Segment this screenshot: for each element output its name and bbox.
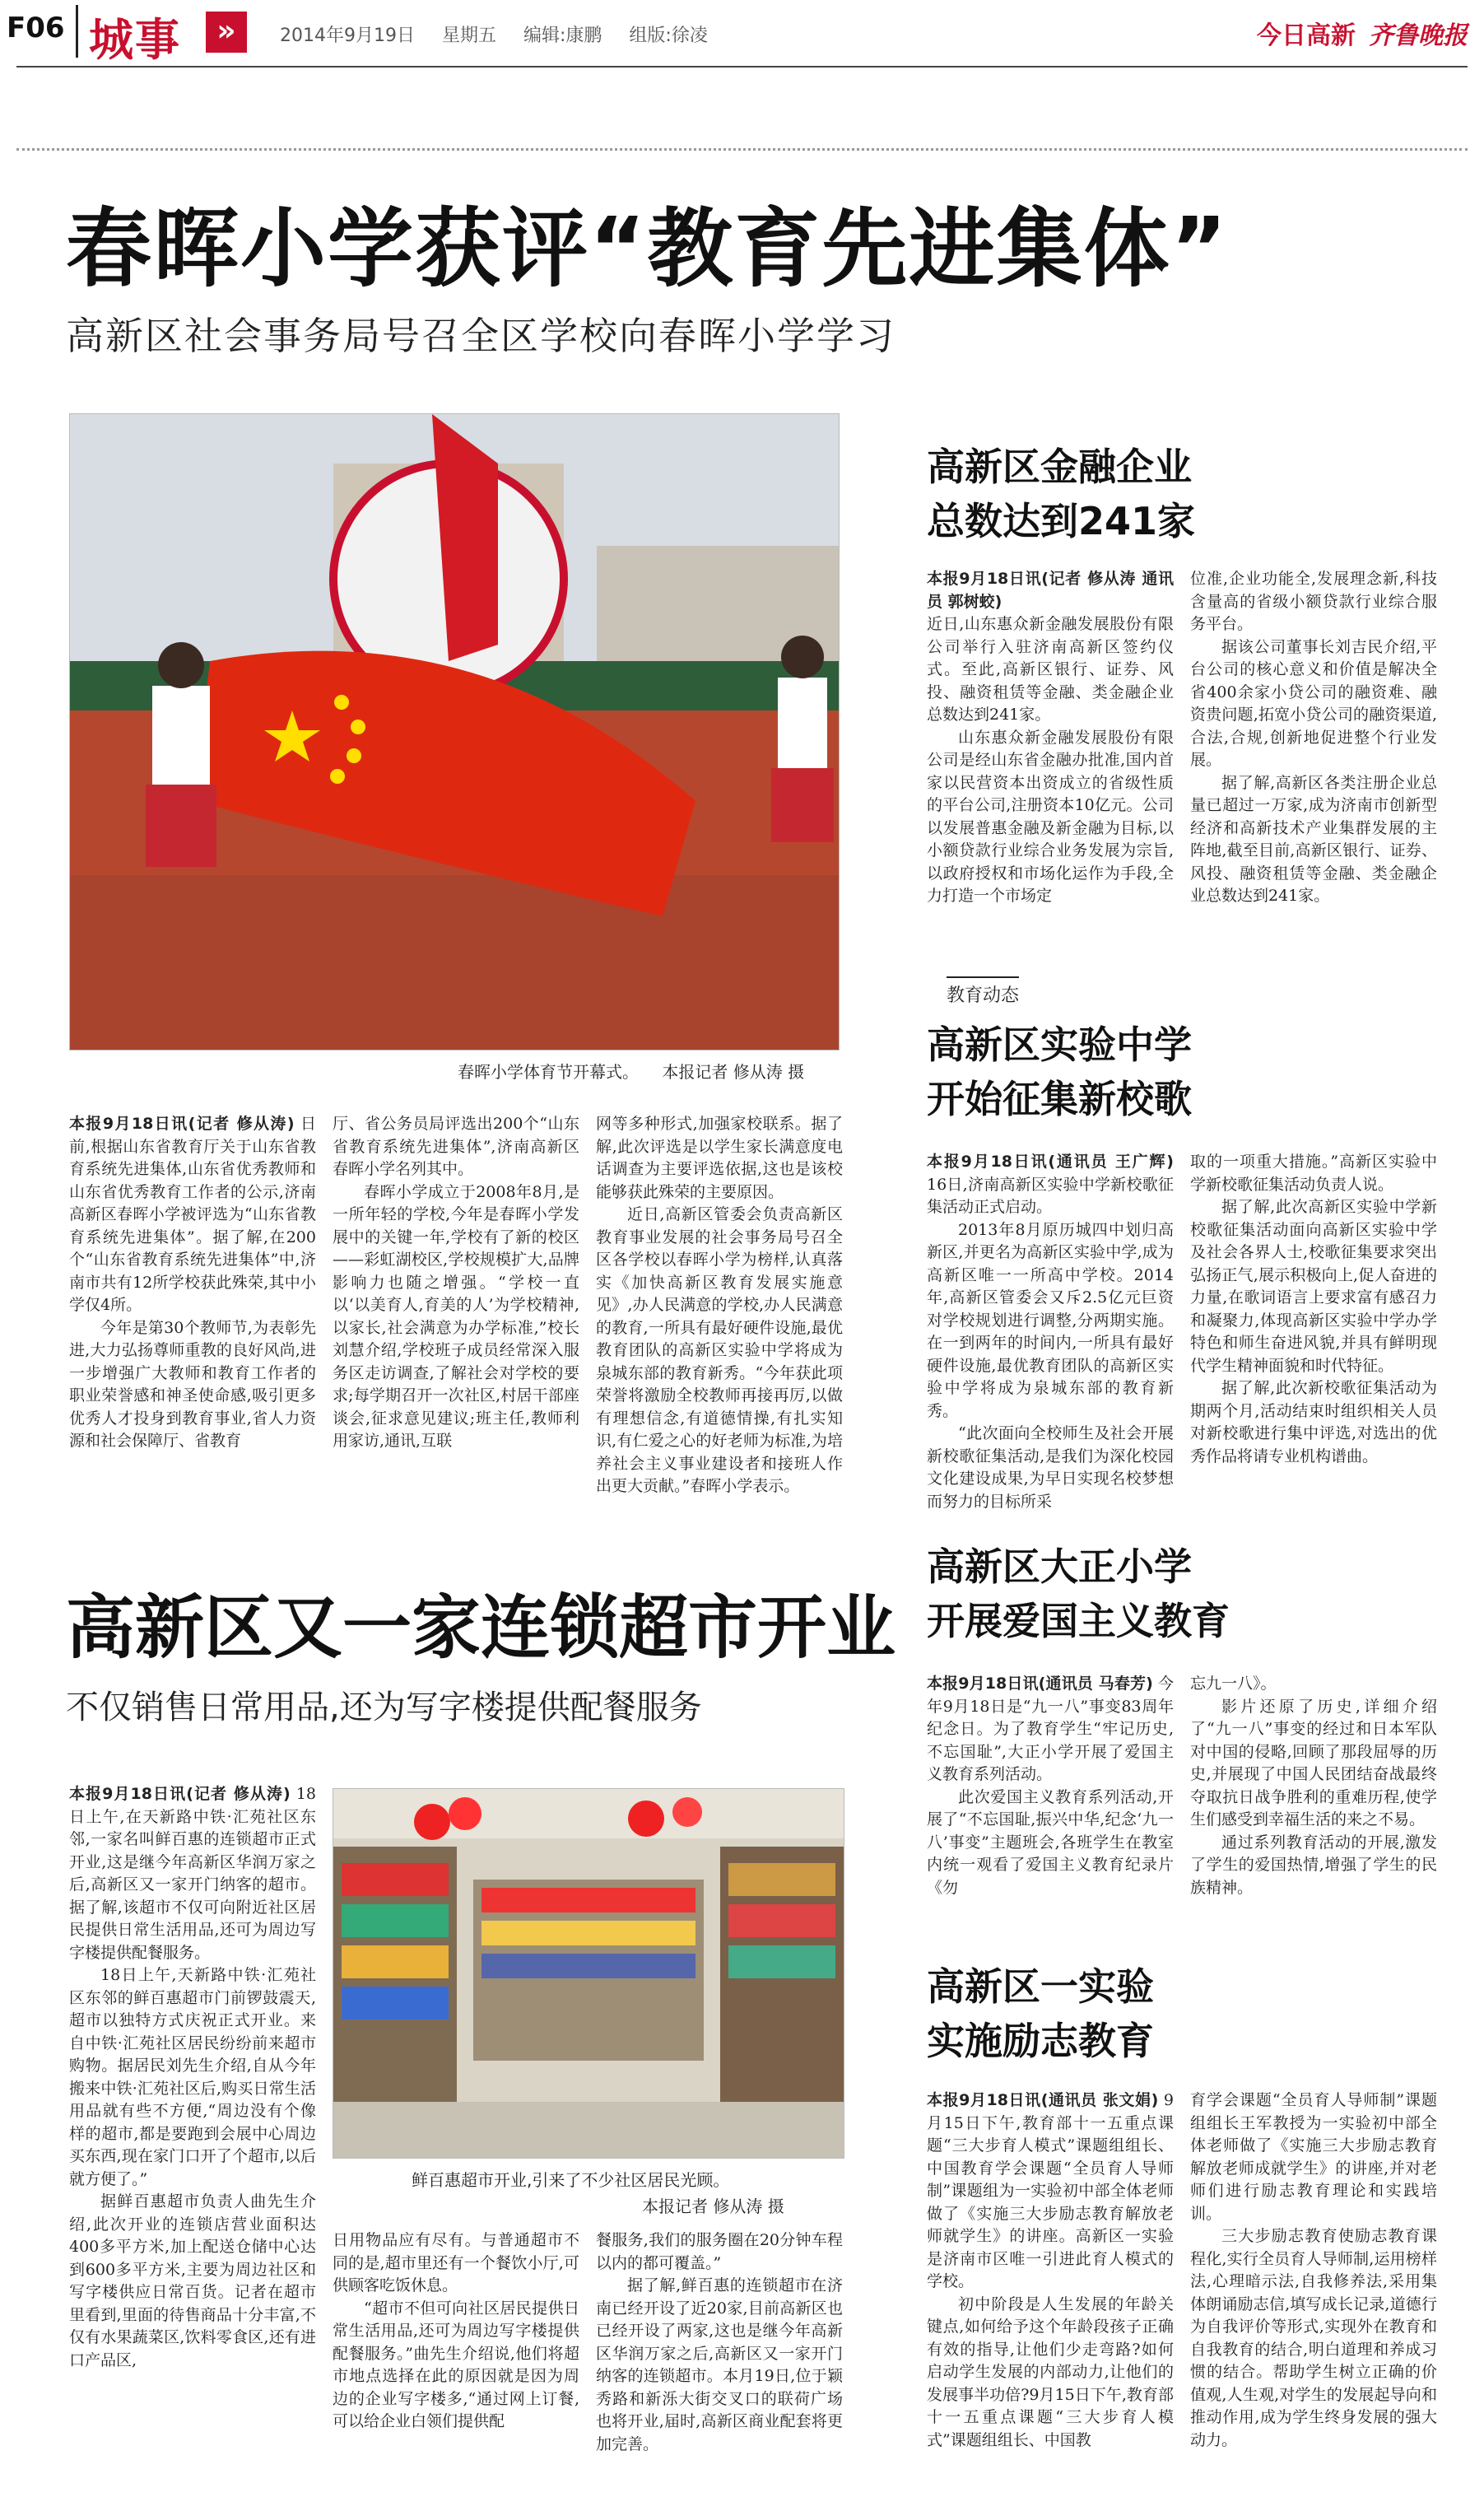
section-title: 城事 [89,14,181,66]
story1-paragraph: 今年是第30个教师节,为表彰先进,大力弘扬尊师重教的良好风尚,进一步增强广大教师和教育工作者的职业荣誉感和神圣使命感,吸引更多优秀人才投身到教育事业,省人力资源和社会保障厅、省教育 [69,1318,316,1450]
side3-paragraph: 此次爱国主义教育系列活动,开展了“不忘国耻,振兴中华,纪念‘九一八’事变”主题班会,各班学生在教室内统一观看了爱国主义教育纪录片《勿 [927,1787,1174,1897]
story1-photo-credit: 本报记者 修从涛 摄 [662,1062,805,1082]
side1-headline-line: 总数达到241家 [927,499,1196,543]
side3-paragraph: 通过系列教育活动的开展,激发了学生的爱国热情,增强了学生的民族精神。 [1190,1833,1437,1897]
side1-lead-label: 本报9月18日讯 [927,570,1042,588]
story1-byline: (记者 修从涛) [188,1115,295,1133]
story1-column-3 [596,1113,843,1525]
side2-lead-label: 本报9月18日讯 [927,1153,1049,1171]
story2-photo-credit: 本报记者 修从涛 摄 [642,2197,784,2216]
story2-photo-caption: 鲜百惠超市开业,引来了不少社区居民光顾。 [412,2170,730,2190]
story1-paragraph: 日前,根据山东省教育厅关于山东省教育系统先进集体,山东省优秀教师和山东省优秀教育工作者的公示,济南高新区春晖小学被评选为“山东省教育系统先进集体”。据了解,在200个“山东省教育系统先进集体”中,济南市共有12所学校获此殊荣,其中小学仅4所。 [69,1115,316,1314]
side2-paragraph: 16日,济南高新区实验中学新校歌征集活动正式启动。 [927,1175,1174,1216]
issue-weekday: 星期五 [441,26,496,46]
side2-paragraph: 据了解,此次新校歌征集活动为期两个月,活动结束时组织相关人员对新校歌进行集中评选,对选出的优秀作品将请专业机构谱曲。 [1190,1379,1437,1465]
story2-column-3 [596,2229,843,2501]
side4-column-2 [1190,2089,1437,2501]
side1-paragraph: 据该公司董事长刘吉民介绍,平台公司的核心意义和价值是解决全省400余家小贷公司的融资难、融资贵问题,拓宽小贷公司的融资渠道,合法,合规,创新地促进整个行业发展。 [1190,637,1437,769]
side4-headline [927,1959,1154,2068]
side1-column-1 [927,568,1174,955]
story2-paragraph: 据了解,鲜百惠的连锁超市在济南已经开设了近20家,目前高新区也已经开设了两家,这也是继今年高新区华润万家之后,高新区又一家开门纳客的连锁超市。本月19日,位于颖秀路和新泺大街交叉口的联荷广场也将开业,届时,高新区商业配套将更加完善。 [596,2276,843,2453]
story1-paragraph: 网等多种形式,加强家校联系。据了解,此次评选是以学生家长满意度电话调查为主要评选依据,这也是该校能够获此殊荣的主要原因。 [596,1115,843,1201]
flag-parade-image [70,414,839,1050]
story1-lead-label: 本报9月18日讯 [69,1115,188,1133]
side3-column-1 [927,1673,1174,1920]
side3-headline [927,1540,1230,1648]
side1-paragraph: 近日,山东惠众新金融发展股份有限公司举行入驻济南高新区签约仪式。至此,高新区银行、证券、风投、融资租赁等金融、类金融企业总数达到241家。 [927,615,1174,724]
story1-photo-caption: 春晖小学体育节开幕式。 [458,1062,639,1082]
side2-column-1 [927,1151,1174,1513]
story2-column-2 [333,2229,579,2501]
side2-lead [927,1151,1174,1219]
side3-paragraph: 影片还原了历史,详细介绍了“九一八”事变的经过和日本军队对中国的侵略,回顾了那段屈辱的历史,并展现了中国人民团结奋战最终夺取抗日战争胜利的重难历程,使学生们感受到幸福生活的来之不易。 [1190,1697,1437,1829]
story1-subhead: 高新区社会事务局号召全区学校向春晖小学学习 [66,314,896,358]
issue-date: 2014年9月19日 [280,26,415,46]
supermarket-image [333,1789,844,2158]
story2-paragraph: “超市不但可向社区居民提供日常生活用品,还可为周边写字楼提供配餐服务。”曲先生介绍说,他们将超市地点选择在此的原因就是因为周边的企业写字楼多,“通过网上订餐,可以给企业白领们提供配 [333,2299,579,2430]
side4-headline-line: 高新区一实验 [927,1964,1154,2009]
story2-column-1 [69,1783,316,2499]
side1-headline [927,440,1195,548]
side2-column-2 [1190,1151,1437,1513]
story2-paragraph: 18日上午,在天新路中铁·汇苑社区东邻,一家名叫鲜百惠的连锁超市正式开业,这是继今年高新区华润万家之后,高新区又一家开门纳客的超市。据了解,该超市不仅可向附近社区居民提供日常生活用品,还可为周边写字楼提供配餐服务。 [69,1785,316,1962]
story2-paragraph: 餐服务,我们的服务圈在20分钟车程以内的都可覆盖。” [596,2231,843,2272]
page-number: F06 [7,12,65,44]
side3-lead-label: 本报9月18日讯 [927,1675,1039,1693]
story1-column-2 [333,1113,579,1525]
side4-paragraph: 初中阶段是人生发展的年龄关键点,如何给予这个年龄段孩子正确有效的指导,让他们少走弯路?如何启动学生发展的内部动力,让他们的发展事半功倍?9月15日下午,教育部十一五重点课题“三大步育人模式”课题组组长、中国教 [927,2294,1174,2449]
side4-paragraph: 9月15日下午,教育部十一五重点课题“三大步育人模式”课题组组长、中国教育学会课题“全员育人导师制”课题组为一实验初中部全体老师做了《实施三大步励志教育解放老师就学生》的讲座。高新区一实验是济南市区唯一引进此育人模式的学校。 [927,2091,1174,2290]
side2-headline-line: 开始征集新校歌 [927,1077,1192,1121]
side4-headline-line: 实施励志教育 [927,2019,1154,2063]
story1-column-1 [69,1113,316,1525]
side4-column-1 [927,2089,1174,2501]
story2-lead-label: 本报9月18日讯 [69,1785,187,1803]
editor-credit: 编辑:康鹏 [523,26,602,46]
story2-paragraph: 日用物品应有尽有。与普通超市不同的是,超市里还有一个餐饮小厅,可供顾客吃饭休息。 [333,2231,579,2294]
story1-paragraph: 近日,高新区管委会负责高新区教育事业发展的社会事务局号召全区各学校以春晖小学为榜样,认真落实《加快高新区教育发展实施意见》,办人民满意的学校,办人民满意的教育,一所具有最好硬件设施,最优教育团队的高新区实验中学将成为泉城东部的教育新秀。“今年获此项荣誉将激励全校教师再接再厉,以做有理想信念,有道德情操,有扎实知识,有仁爱之心的好老师为标准,为培养社会主义事业建设者和接班人作出更大贡献。”春晖小学表示。 [596,1205,843,1495]
side3-headline-line: 高新区大正小学 [927,1544,1192,1589]
section-tag: 教育动态 [947,976,1019,1007]
side1-column-2 [1190,568,1437,955]
story2-photo [333,1788,844,2159]
story1-lead [69,1113,316,1317]
story1-photo [69,413,840,1051]
side2-headline-line: 高新区实验中学 [927,1023,1192,1067]
side2-paragraph: “此次面向全校师生及社会开展新校歌征集活动,是我们为深化校园文化建设成果,为早日实现名校梦想而努力的目标所采 [927,1424,1174,1511]
side4-byline: (通讯员 张文娟) [1040,2091,1159,2109]
side2-paragraph: 据了解,此次高新区实验中学新校歌征集活动面向高新区实验中学及社会各界人士,校歌征集要求突出弘扬正气,展示积极向上,促人奋进的力量,在歌词语言上要求富有感召力和凝聚力,体现高新区实验中学办学特色和师生奋进风貌,并具有鲜明现代学生精神面貌和时代特征。 [1190,1198,1437,1375]
side2-headline [927,1018,1192,1126]
column-label: 今日高新 [1257,21,1356,50]
side3-headline-line: 开展爱国主义教育 [927,1599,1230,1643]
side4-paragraph: 育学会课题“全员育人导师制”课题组组长王军教授为一实验初中部全体老师做了《实施三大步励志教育 解放老师成就学生》的讲座,并对老师们进行励志教育理论和实践培训。 [1190,2091,1437,2223]
issue-meta [280,21,729,47]
story2-lead [69,1783,316,1964]
side2-paragraph: 2013年8月原历城四中划归高新区,并更名为高新区实验中学,成为高新区唯一一所高中学校。2014年,高新区管委会又斥2.5亿元巨资对学校规划进行调整,分两期实施。在一到两年的时间内,一所具有最好硬件设施,最优教育团队的高新区实验中学将成为泉城东部的教育新秀。 [927,1220,1174,1420]
side3-lead [927,1673,1174,1787]
story2-paragraph: 18日上午,天新路中铁·汇苑社区东邻的鲜百惠超市门前锣鼓震天,超市以独特方式庆祝正式开业。来自中铁·汇苑社区居民纷纷前来超市购物。据居民刘先生介绍,自从今年搬来中铁·汇苑社区后,购买日常生活用品就有些不方便,“周边没有个像样的超市,都是要跑到会展中心周边买东西,现在家门口开了个超市,以后就方便了。” [69,1966,316,2188]
chevron-right-icon: » [206,12,247,53]
side1-paragraph: 山东惠众新金融发展股份有限公司是经山东省金融办批准,国内首家以民营资本出资成立的省级性质的平台公司,注册资本10亿元。公司以发展普惠金融及新金融为目标,以小额贷款行业综合业务发展为宗旨,以政府授权和市场化运作为手段,全力打造一个市场定 [927,728,1174,905]
story2-paragraph: 据鲜百惠超市负责人曲先生介绍,此次开业的连锁店营业面积达400多平方米,加上配送仓储中心达到600多平方米,主要为周边社区和写字楼供应日常百货。记者在超市里看到,里面的待售商品十分丰富,不仅有水果蔬菜区,饮料零食区,还有进口产品区, [69,2192,316,2369]
story1-paragraph: 春晖小学成立于2008年8月,是一所年轻的学校,今年是春晖小学发展中的关键一年,学校有了新的校区——彩虹湖校区,学校规模扩大,品牌影响力也随之增强。“学校一直以‘以美育人,育美的人’为学校精神,以家长,社会满意为办学标准,”校长刘慧介绍,学校班子成员经常深入服务区走访调查,了解社会对学校的要求;每学期召开一次社区,村居干部座谈会,征求意见建议;班主任,教师利用家访,通讯,互联 [333,1182,579,1450]
header-rule [16,66,1468,68]
story2-subhead: 不仅销售日常用品,还为写字楼提供配餐服务 [66,1689,702,1726]
story1-paragraph: 厅、省公务员局评选出200个“山东省教育系统先进集体”,济南高新区春晖小学名列其中。 [333,1115,579,1178]
side4-lead-label: 本报9月18日讯 [927,2091,1041,2109]
side1-paragraph: 据了解,高新区各类注册企业总量已超过一万家,成为济南市创新型经济和高新技术产业集群发展的主阵地,截至目前,高新区银行、证券、风投、融资租赁等金融、类金融企业总数达到241家。 [1190,773,1437,905]
side2-byline: (通讯员 王广辉) [1048,1153,1174,1171]
side1-headline-line: 高新区金融企业 [927,445,1192,489]
story2-byline: (记者 修从涛) [186,1785,291,1803]
side2-paragraph: 取的一项重大措施。”高新区实验中学新校歌征集活动负责人说。 [1190,1153,1437,1194]
header-divider [76,5,78,58]
layout-credit: 组版:徐凌 [629,26,708,46]
side4-lead [927,2089,1174,2294]
side3-paragraph: 今年9月18日是“九一八”事变83周年纪念日。为了教育学生“牢记历史,不忘国耻”,大正小学开展了爱国主义教育系列活动。 [927,1675,1174,1783]
side3-column-2 [1190,1673,1437,1920]
side1-byline: (记者 修从涛 通讯员 郭树蛟) [927,570,1174,611]
paper-brand [1257,15,1468,51]
story1-headline: 春晖小学获评“教育先进集体” [66,198,1229,299]
story2-headline: 高新区又一家连锁超市开业 [66,1587,896,1668]
side4-paragraph: 三大步励志教育使励志教育课程化,实行全员育人导师制,运用榜样法,心理暗示法,自我修养法,采用集体朗诵励志信,填写成长记录,道德行为自我评价等形式,实现外在教育和自我教育的结合,明白道理和养成习惯的结合。帮助学生树立正确的价值观,人生观,对学生的发展起导向和推动作用,成为学生终身发展的强大动力。 [1190,2227,1437,2449]
side3-paragraph: 忘九一八》。 [1190,1675,1277,1693]
paper-logo: 齐鲁晚报 [1369,21,1468,50]
dotted-rule [16,148,1468,151]
side3-byline: (通讯员 马春芳) [1038,1675,1153,1693]
side1-lead [927,568,1174,613]
side1-paragraph: 位准,企业功能全,发展理念新,科技含量高的省级小额贷款行业综合服务平台。 [1190,570,1437,633]
story1-caption [458,1059,804,1083]
